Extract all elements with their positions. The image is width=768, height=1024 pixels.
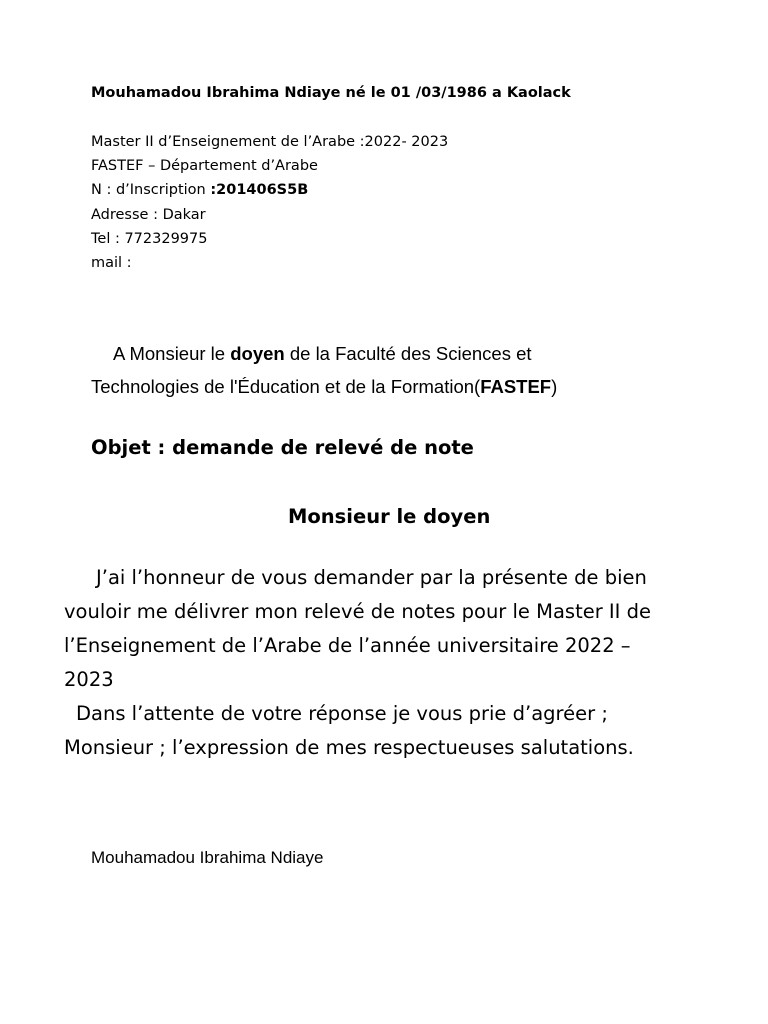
- body-line: J’ai l’honneur de vous demander par la présente de bien: [96, 566, 647, 589]
- sender-program: Master II d’Enseignement de l’Arabe :2022- 2023: [91, 134, 449, 150]
- sender-inscription: [91, 182, 308, 198]
- signature-name: Mouhamadou Ibrahima Ndiaye: [91, 848, 324, 867]
- letter-salutation: Monsieur le doyen: [288, 505, 491, 528]
- recipient-line-2-suffix: ): [551, 376, 558, 397]
- recipient-fastef: FASTEF: [480, 376, 552, 397]
- recipient-line-2: [91, 376, 557, 398]
- body-line: 2023: [64, 668, 114, 691]
- recipient-line-1: [113, 343, 532, 365]
- recipient-line-1-prefix: A Monsieur le: [113, 343, 231, 364]
- body-line: Monsieur ; l’expression de mes respectueuses salutations.: [64, 736, 634, 759]
- body-line: Dans l’attente de votre réponse je vous prie d’agréer ;: [76, 702, 608, 725]
- sender-department: FASTEF – Département d’Arabe: [91, 158, 318, 174]
- sender-address: Adresse : Dakar: [91, 207, 206, 223]
- inscription-value: :201406S5B: [210, 182, 309, 198]
- sender-mail: mail :: [91, 255, 132, 271]
- body-line: l’Enseignement de l’Arabe de l’année universitaire 2022 –: [64, 634, 631, 657]
- sender-header-line: Mouhamadou Ibrahima Ndiaye né le 01 /03/1986 a Kaolack: [91, 85, 571, 101]
- sender-tel: Tel : 772329975: [91, 231, 208, 247]
- recipient-line-1-suffix: de la Faculté des Sciences et: [284, 343, 532, 364]
- inscription-label: N : d’Inscription: [91, 182, 211, 198]
- body-line: vouloir me délivrer mon relevé de notes pour le Master II de: [64, 600, 651, 623]
- recipient-doyen: doyen: [230, 343, 285, 364]
- letter-subject: Objet : demande de relevé de note: [91, 436, 474, 459]
- recipient-line-2-prefix: Technologies de l'Éducation et de la Formation(: [91, 376, 481, 397]
